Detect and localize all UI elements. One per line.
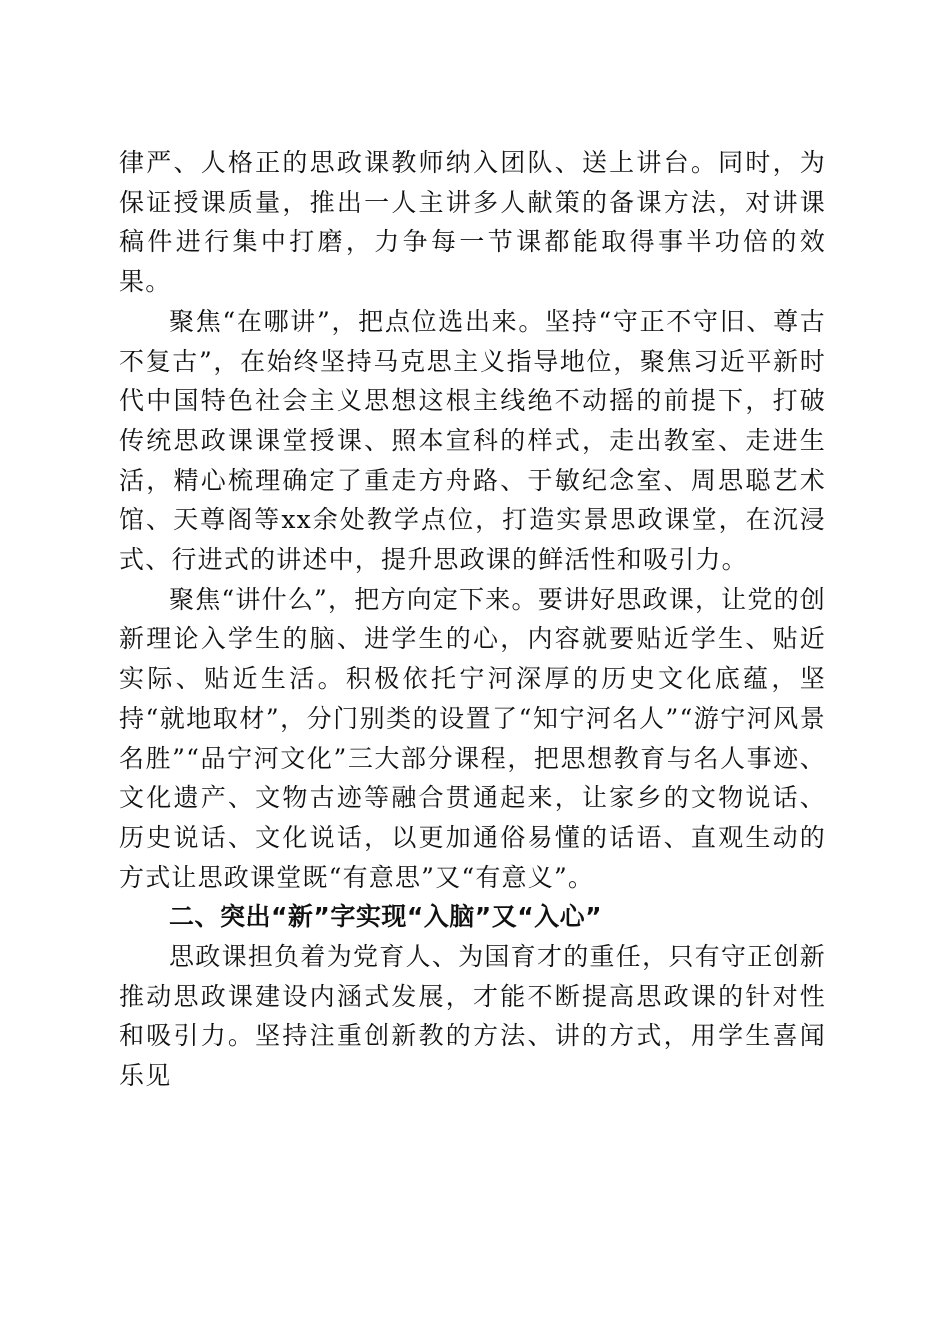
- paragraph-continuation: 律严、人格正的思政课教师纳入团队、送上讲台。同时，为保证授课质量，推出一人主讲多人献策的备课方法，对讲课稿件进行集中打磨，力争每一节课都能取得事半功倍的效果。: [119, 148, 826, 297]
- paragraph-what-to-teach: 聚焦“讲什么”，把方向定下来。要讲好思政课，让党的创新理论入学生的脑、进学生的心，内容就要贴近学生、贴近实际、贴近生活。积极依托宁河深厚的历史文化底蕴，坚持“就地取材”，分门别类的设置了“知宁河名人”“游宁河风景名胜”“品宁河文化”三大部分课程，把思想教育与名人事迹、文化遗产、文物古迹等融合贯通起来，让家乡的文物说话、历史说话、文化说话，以更加通俗易懂的话语、直观生动的方式让思政课堂既“有意思”又“有意义”。: [119, 584, 826, 892]
- document-body: [119, 143, 826, 1096]
- paragraph-innovation: 思政课担负着为党育人、为国育才的重任，只有守正创新推动思政课建设内涵式发展，才能不断提高思政课的针对性和吸引力。坚持注重创新教的方法、讲的方式，用学生喜闻乐见: [119, 942, 826, 1091]
- paragraph-where-to-teach: 聚焦“在哪讲”，把点位选出来。坚持“守正不守旧、尊古不复古”，在始终坚持马克思主义指导地位，聚焦习近平新时代中国特色社会主义思想这根主线绝不动摇的前提下，打破传统思政课课堂授课、照本宣科的样式，走出教室、走进生活，精心梳理确定了重走方舟路、于敏纪念室、周思聪艺术馆、天尊阁等xx余处教学点位，打造实景思政课堂，在沉浸式、行进式的讲述中，提升思政课的鲜活性和吸引力。: [119, 306, 826, 575]
- section-heading: 二、突出“新”字实现“入脑”又“入心”: [169, 902, 603, 932]
